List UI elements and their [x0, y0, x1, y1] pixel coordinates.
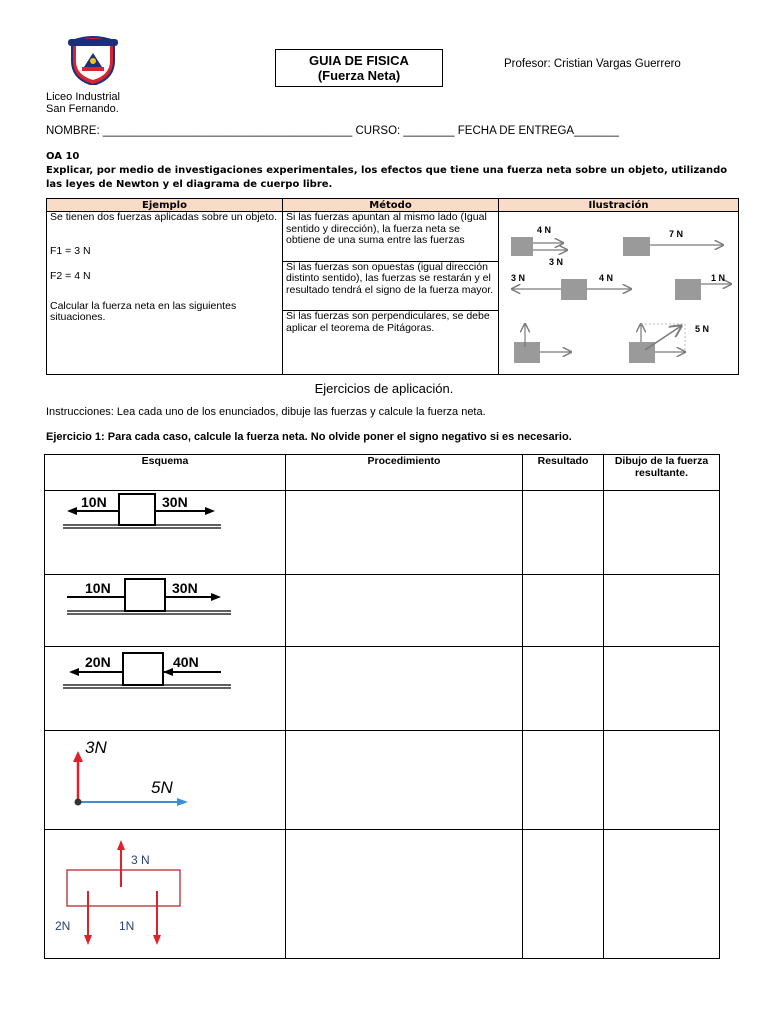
objective-code: OA 10: [46, 151, 80, 162]
method-table: [46, 198, 739, 375]
illus-label-3n: 3 N: [549, 257, 564, 267]
ex-header-scheme: Esquema: [45, 455, 286, 491]
block-3: [123, 653, 163, 685]
illus-label-7n: 7 N: [669, 229, 684, 239]
professor-name: Profesor: Cristian Vargas Guerrero: [504, 58, 681, 70]
drawing-cell[interactable]: [604, 731, 720, 830]
guide-title: GUIA DE FISICA: [309, 53, 409, 68]
block-5: [67, 870, 180, 906]
method-header-method: Método: [283, 199, 499, 212]
drawing-cell[interactable]: [604, 491, 720, 575]
method-perpendicular: Si las fuerzas son perpendiculares, se debe aplicar el teorema de Pitágoras.: [283, 311, 499, 374]
procedure-cell[interactable]: [286, 731, 523, 830]
illus-box-5: [514, 342, 540, 363]
force-left-label: 20N: [85, 654, 111, 670]
instructions-text: Instrucciones: Lea cada uno de los enunciados, dibuje las fuerzas y calcule la fuerza neta.: [46, 406, 486, 418]
school-line-2: San Fernando.: [46, 103, 119, 115]
force-right-label: 30N: [172, 580, 198, 596]
illus-box-3: [561, 279, 587, 300]
method-opposite-direction: Si las fuerzas son opuestas (igual dirección distinto sentido), las fuerzas se restarán y el resultado tendrá el signo de la fuerza mayor.: [283, 261, 499, 311]
school-line-1: Liceo Industrial: [46, 91, 120, 103]
force-right-label: 5N: [151, 778, 173, 797]
objective-text: Explicar, por medio de investigaciones experimentales, los efectos que tiene una fuerza neta sobre un objeto, utilizando las leyes de Newton y el diagrama de cuerpo libre.: [46, 165, 728, 190]
table-row: [45, 731, 720, 830]
student-form-line[interactable]: NOMBRE: _______________________________________ CURSO: ________ FECHA DE ENTREGA_______: [46, 125, 619, 137]
illus-box-4: [675, 279, 701, 300]
method-same-direction: Si las fuerzas apuntan al mismo lado (Igual sentido y dirección), la fuerza neta se obtiene de una suma entre las fuerzas: [283, 212, 499, 262]
illus-label-4n-b: 4 N: [599, 273, 614, 283]
method-header-illustration: Ilustración: [499, 199, 739, 212]
example-f2: F2 = 4 N: [50, 270, 91, 282]
procedure-cell[interactable]: [286, 647, 523, 731]
school-logo-icon: [62, 35, 124, 85]
illus-label-4n: 4 N: [537, 225, 552, 235]
scheme-1: [45, 491, 286, 571]
table-row: [45, 830, 720, 959]
illus-box-1: [511, 237, 533, 256]
illus-label-3n-b: 3 N: [511, 273, 526, 283]
exercise-1-title: Ejercicio 1: Para cada caso, calcule la fuerza neta. No olvide poner el signo negativo si es necesario.: [46, 431, 572, 443]
procedure-cell[interactable]: [286, 491, 523, 575]
school-name: [46, 91, 120, 115]
section-title: Ejercicios de aplicación.: [314, 381, 454, 396]
force-left-label: 10N: [85, 580, 111, 596]
ex-header-procedure: Procedimiento: [286, 455, 523, 491]
scheme-2: [45, 575, 286, 643]
table-row: [45, 575, 720, 647]
ex-header-drawing: Dibujo de la fuerza resultante.: [604, 455, 720, 491]
illustration-diagram: [499, 212, 739, 370]
illus-box-2: [623, 237, 650, 256]
procedure-cell[interactable]: [286, 575, 523, 647]
illus-label-5n: 5 N: [695, 324, 710, 334]
result-cell[interactable]: [523, 731, 604, 830]
illus-label-1n: 1 N: [711, 273, 726, 283]
exercise-table: [44, 454, 720, 959]
ex-header-result: Resultado: [523, 455, 604, 491]
scheme-3: [45, 647, 286, 727]
table-row: [45, 491, 720, 575]
force-right-label: 40N: [173, 654, 199, 670]
example-f1: F1 = 3 N: [50, 244, 91, 257]
objective-block: [46, 150, 736, 192]
drawing-cell[interactable]: [604, 830, 720, 959]
procedure-cell[interactable]: [286, 830, 523, 959]
force-left-label: 10N: [81, 494, 107, 510]
example-intro: Se tienen dos fuerzas aplicadas sobre un objeto.: [50, 211, 278, 223]
result-cell[interactable]: [523, 647, 604, 731]
guide-title-box: [275, 49, 443, 87]
table-row: [45, 647, 720, 731]
force-up-label: 3N: [85, 738, 107, 757]
force-right-label: 30N: [162, 494, 188, 510]
block-1: [119, 494, 155, 525]
result-cell[interactable]: [523, 491, 604, 575]
drawing-cell[interactable]: [604, 647, 720, 731]
result-cell[interactable]: [523, 830, 604, 959]
scheme-4: [45, 731, 286, 826]
example-question: Calcular la fuerza neta en las siguientes situaciones.: [50, 299, 237, 323]
force-down-right-label: 1N: [119, 919, 135, 933]
block-2: [125, 579, 165, 611]
result-cell[interactable]: [523, 575, 604, 647]
scheme-5: [45, 830, 286, 955]
force-down-left-label: 2N: [55, 919, 71, 933]
drawing-cell[interactable]: [604, 575, 720, 647]
force-up-label: 3 N: [131, 853, 150, 867]
guide-subtitle: (Fuerza Neta): [317, 68, 401, 83]
method-header-example: Ejemplo: [47, 199, 283, 212]
